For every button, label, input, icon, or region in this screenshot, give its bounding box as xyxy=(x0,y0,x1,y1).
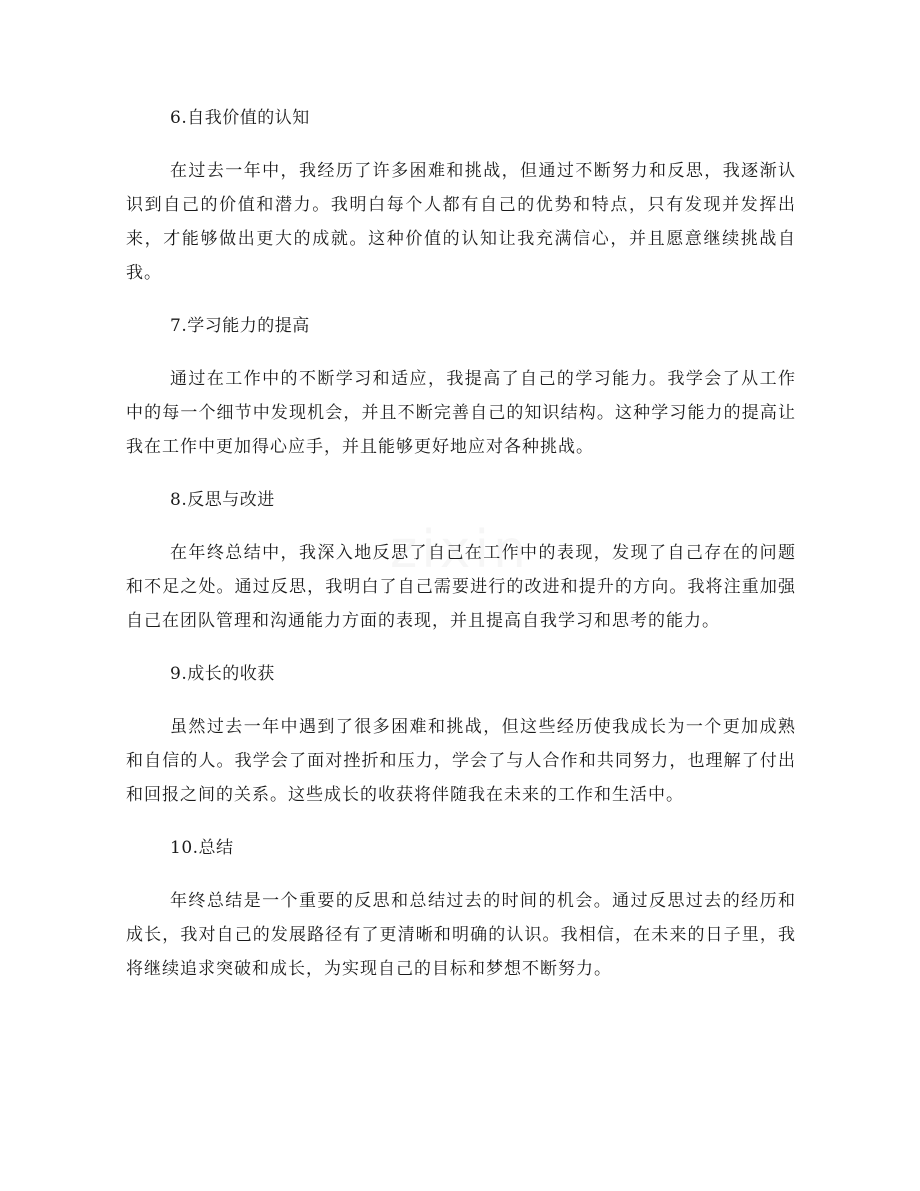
section-heading-6: 6.自我价值的认知 xyxy=(170,108,310,128)
section-body-7: 通过在工作中的不断学习和适应，我提高了自己的学习能力。我学会了从工作中的每一个细节中发现机会，并且不断完善自己的知识结构。这种学习能力的提高让我在工作中更加得心应手，并且能够更好地应对各种挑战。 xyxy=(126,369,796,457)
document-content xyxy=(126,101,796,1005)
section-heading-8: 8.反思与改进 xyxy=(170,490,275,510)
section-heading-9: 9.成长的收获 xyxy=(170,664,275,684)
section-heading-10: 10.总结 xyxy=(170,838,234,858)
section-heading-7: 7.学习能力的提高 xyxy=(170,316,310,336)
section-body-8: 在年终总结中，我深入地反思了自己在工作中的表现，发现了自己存在的问题和不足之处。通过反思，我明白了自己需要进行的改进和提升的方向。我将注重加强自己在团队管理和沟通能力方面的表现，并且提高自我学习和思考的能力。 xyxy=(126,543,796,631)
section-body-9: 虽然过去一年中遇到了很多困难和挑战，但这些经历使我成长为一个更加成熟和自信的人。我学会了面对挫折和压力，学会了与人合作和共同努力，也理解了付出和回报之间的关系。这些成长的收获将伴随我在未来的工作和生活中。 xyxy=(126,717,796,805)
section-body-6: 在过去一年中，我经历了许多困难和挑战，但通过不断努力和反思，我逐渐认识到自己的价值和潜力。我明白每个人都有自己的优势和特点，只有发现并发挥出来，才能够做出更大的成就。这种价值的认知让我充满信心，并且愿意继续挑战自我。 xyxy=(126,161,796,283)
section-body-10: 年终总结是一个重要的反思和总结过去的时间的机会。通过反思过去的经历和成长，我对自己的发展路径有了更清晰和明确的认识。我相信，在未来的日子里，我将继续追求突破和成长，为实现自己的目标和梦想不断努力。 xyxy=(126,891,796,979)
